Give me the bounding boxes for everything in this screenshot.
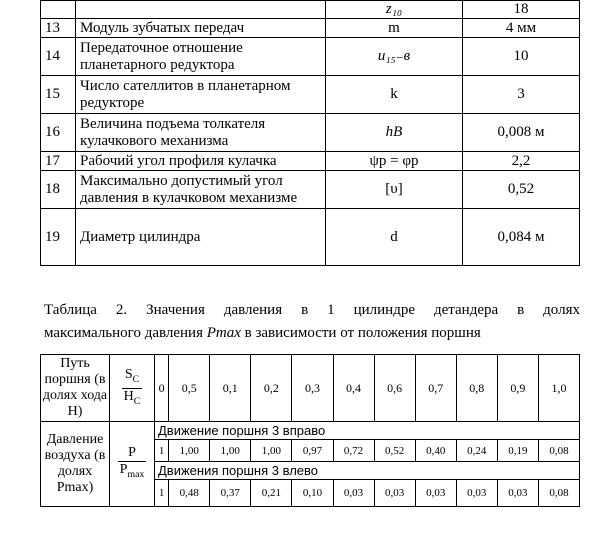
p-pmax-fraction [110,422,155,507]
value-cell: 0,10 [292,480,333,507]
row-name [76,1,326,19]
sc-hc-fraction [110,355,155,422]
row-number: 17 [41,152,76,171]
value-cell: 0,24 [456,440,497,462]
direction-left-label: Движения поршня 3 влево [155,462,580,480]
row-symbol: z₁₀ [326,1,463,19]
table-row [41,209,580,266]
row-symbol: hB [326,114,463,152]
value-cell: 0,03 [456,480,497,507]
row-symbol: [υ] [326,171,463,209]
value-cell: 0,21 [251,480,292,507]
row-value: 18 [463,1,580,19]
value-cell: 0,03 [497,480,538,507]
row-name: Диаметр цилиндра [76,209,326,266]
row-value: 3 [463,76,580,114]
row-value: 10 [463,38,580,76]
row-symbol: m [326,19,463,38]
value-cell: 0,40 [415,440,456,462]
caption-line-1: Таблица 2. Значения давления в 1 цилиндре детандера в долях [44,302,580,318]
row-name: Максимально допустимый угол давления в кулачковом механизме [76,171,326,209]
sc-numerator: S [124,366,133,382]
value-cell: 0,03 [333,480,374,507]
position-cell: 1,0 [538,355,579,422]
row-symbol: u₁₅₋в [326,38,463,76]
path-header: Путь поршня (в долях хода H) [41,355,110,422]
row-name: Число сателлитов в планетарном редукторе [76,76,326,114]
table-row [41,76,580,114]
caption-line-2-text: максимального давления [44,325,203,341]
position-cell: 0,2 [251,355,292,422]
row-value: 0,084 м [463,209,580,266]
value-cell: 0,52 [374,440,415,462]
direction-right-label: Движение поршня 3 вправо [155,422,580,440]
row-name: Передаточное отношение планетарного редуктора [76,38,326,76]
value-cell: 0,72 [333,440,374,462]
row-number: 14 [41,38,76,76]
pmax-denominator-sub: max [127,468,145,480]
position-cell: 0,3 [292,355,333,422]
row-number: 18 [41,171,76,209]
row-symbol: k [326,76,463,114]
parameters-table [40,0,580,266]
pressure-table [40,354,580,507]
value-cell: 1 [155,480,169,507]
row-value: 4 мм [463,19,580,38]
table-row [41,1,580,19]
position-cell: 0,4 [333,355,374,422]
value-cell: 1 [155,440,169,462]
table-caption [44,299,580,345]
row-symbol: d [326,209,463,266]
table-row [41,152,580,171]
value-cell: 1,00 [169,440,210,462]
direction-right-row [41,422,580,440]
position-cell: 0,9 [497,355,538,422]
value-cell: 0,19 [497,440,538,462]
row-symbol: ψр = φр [326,152,463,171]
position-cell: 0,7 [415,355,456,422]
value-cell: 0,08 [538,440,579,462]
row-number: 16 [41,114,76,152]
table-row [41,171,580,209]
value-cell: 0,03 [415,480,456,507]
row-number: 13 [41,19,76,38]
position-cell: 0,1 [210,355,251,422]
row-value: 2,2 [463,152,580,171]
position-cell: 0 [155,355,169,422]
row-value: 0,52 [463,171,580,209]
row-name: Модуль зубчатых передач [76,19,326,38]
position-cell: 0,5 [169,355,210,422]
table-row [41,114,580,152]
sc-numerator-sub: C [132,373,140,385]
value-cell: 0,03 [374,480,415,507]
hc-denominator-sub: C [133,395,141,407]
hc-denominator: H [123,388,134,404]
table-row [41,38,580,76]
positions-row [41,355,580,422]
value-cell: 1,00 [210,440,251,462]
table-row [41,19,580,38]
value-cell: 0,37 [210,480,251,507]
row-value: 0,008 м [463,114,580,152]
pmax-denominator: P [119,462,128,478]
row-number [41,1,76,19]
row-number: 15 [41,76,76,114]
p-numerator: P [118,445,147,462]
caption-pmax-symbol: Pmax [206,325,241,341]
position-cell: 0,8 [456,355,497,422]
value-cell: 0,97 [292,440,333,462]
row-number: 19 [41,209,76,266]
position-cell: 0,6 [374,355,415,422]
row-name: Рабочий угол профиля кулачка [76,152,326,171]
value-cell: 1,00 [251,440,292,462]
caption-line-2-tail: в зависимости от положения поршня [240,325,481,341]
value-cell: 0,08 [538,480,579,507]
pressure-header: Давление воздуха (в долях Pmax) [41,422,110,507]
value-cell: 0,48 [169,480,210,507]
row-name: Величина подъема толкателя кулачкового механизма [76,114,326,152]
